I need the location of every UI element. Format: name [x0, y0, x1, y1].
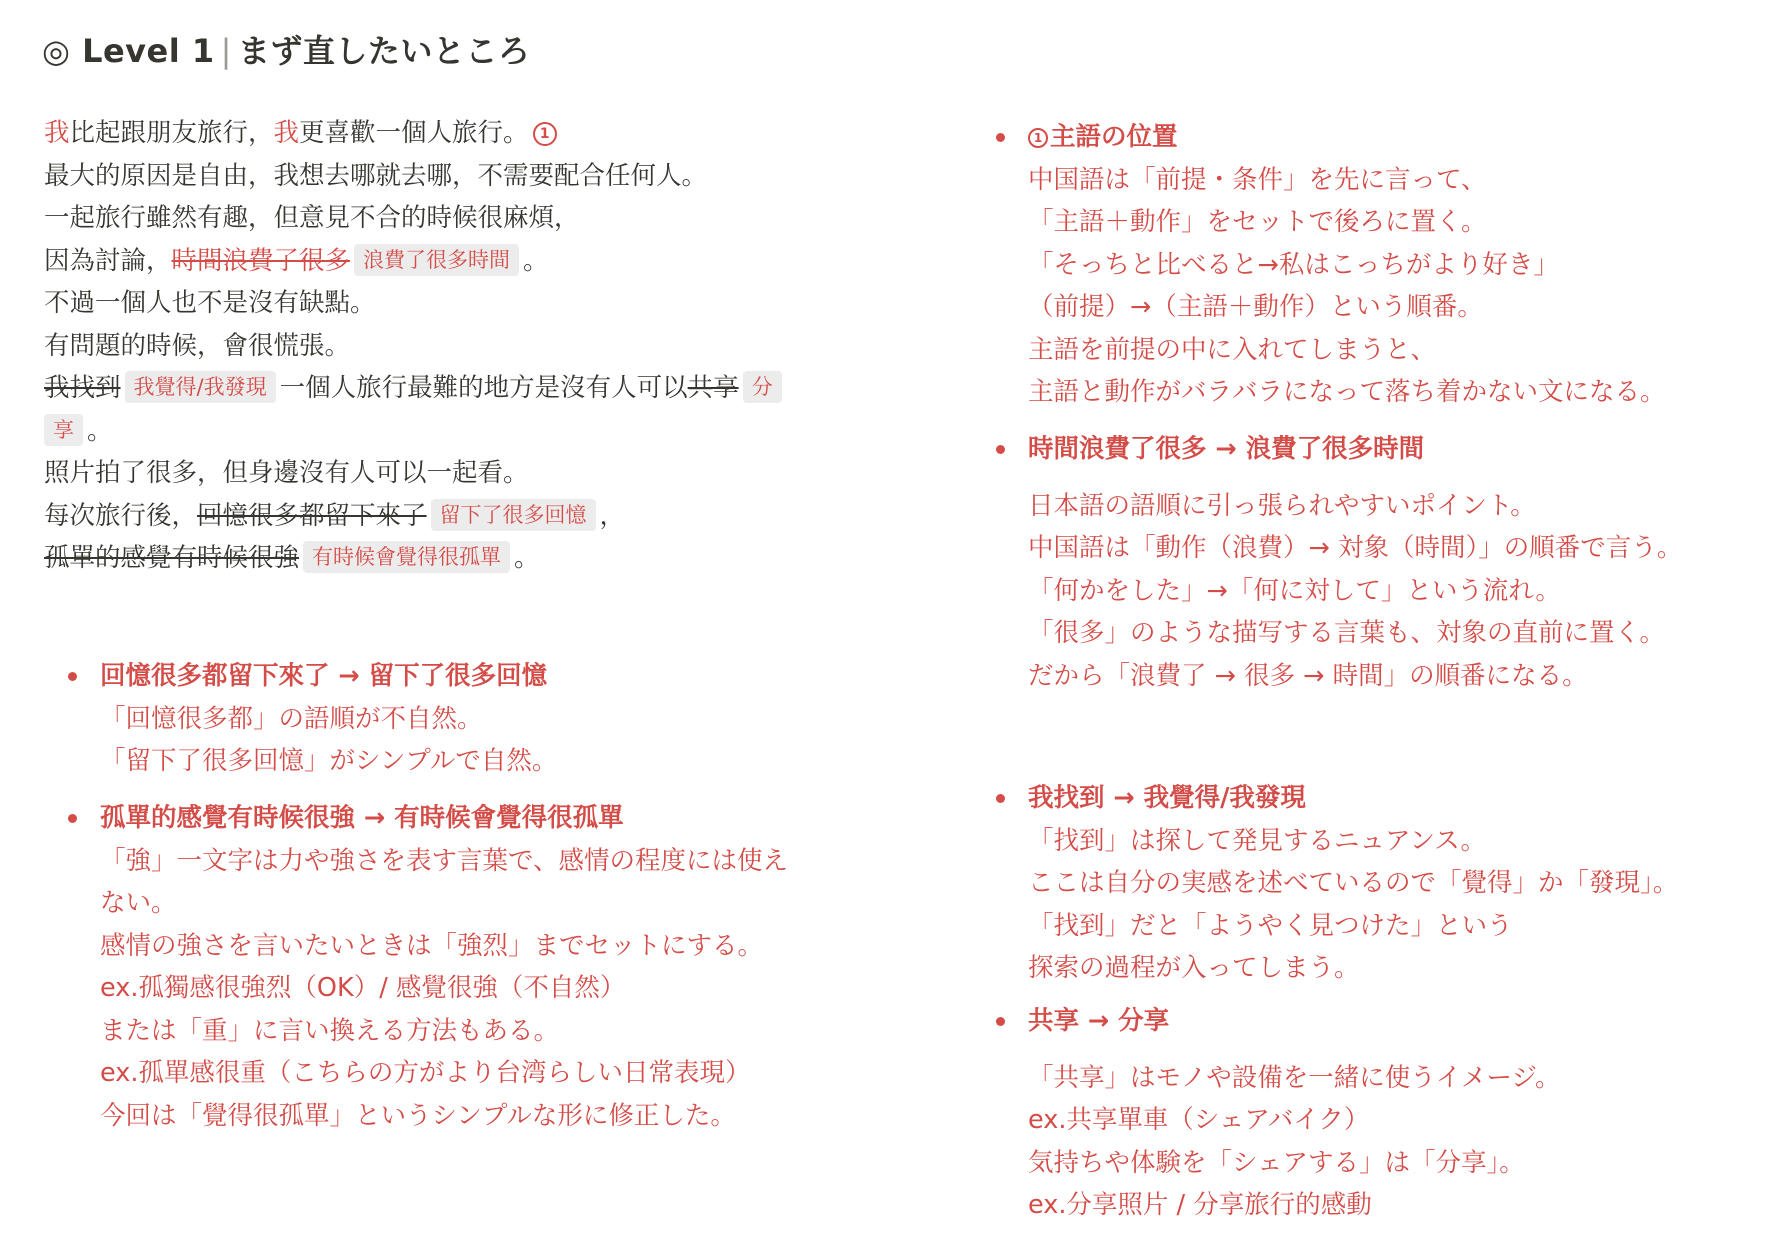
essay-text-segment: 比起跟朋友旅行，: [69, 118, 274, 148]
double-circle-icon: ◎: [42, 32, 71, 70]
note-share: [1028, 1000, 1788, 1227]
essay-line-5: 不過一個人也不是沒有缺點。: [44, 288, 376, 318]
essay-line-10: [44, 537, 874, 580]
note-body: [1028, 159, 1788, 414]
struck-text: 回憶很多都留下來了: [197, 500, 427, 531]
note-line: 主語と動作がバラバラになって落ち着かない文になる。: [1028, 377, 1666, 407]
essay-line-9: [44, 495, 874, 538]
essay-text-segment: 。: [87, 415, 113, 446]
essay-line-3: 一起旅行雖然有趣，但意見不合的時候很麻煩，: [44, 203, 580, 233]
essay-text-segment: 更喜歡一個人旅行。: [299, 118, 529, 148]
note-subject-position: [1028, 116, 1788, 414]
struck-text: 孤單的感覺有時候很強: [44, 543, 300, 573]
struck-text: 我找到: [44, 373, 121, 403]
note-find: [1028, 777, 1788, 990]
heading-level: Level 1: [82, 32, 215, 70]
note-line: 「何かをした」→「何に対して」という流れ。: [1028, 575, 1561, 606]
bullet-icon: [68, 814, 77, 823]
note-line: 主語を前提の中に入れてしまうと、: [1028, 334, 1437, 365]
essay-line-1: [44, 112, 874, 155]
bullet-icon: [996, 445, 1005, 454]
essay-text-segment: ，: [599, 500, 626, 531]
note-line: または「重」に言い換える方法もある。: [100, 1015, 560, 1046]
note-line: 「回憶很多都」の語順が不自然。: [100, 703, 483, 734]
note-line: 今回は「覺得很孤單」というシンプルな形に修正した。: [100, 1100, 736, 1131]
essay-line-2: 最大的原因是自由，我想去哪就去哪，不需要配合任何人。: [44, 160, 708, 191]
essay-text: [44, 112, 874, 580]
note-line: だから「浪費了 → 很多 → 時間」の順番になる。: [1028, 660, 1588, 691]
circled-number-icon: 1: [533, 122, 557, 146]
correction-chip: 浪費了很多時間: [354, 244, 519, 276]
essay-line-4: [44, 240, 874, 283]
note-title: 共享 → 分享: [1028, 1006, 1170, 1036]
essay-text-segment: 。: [523, 245, 549, 276]
note-title: 時間浪費了很多 → 浪費了很多時間: [1028, 434, 1425, 464]
note-title: [1028, 116, 1788, 159]
note-time-waste: [1028, 428, 1788, 697]
note-line: 中国語は「動作（浪費）→ 対象（時間）」の順番で言う。: [1028, 533, 1683, 563]
note-line: 「共享」はモノや設備を一緒に使うイメージ。: [1028, 1062, 1561, 1093]
correction-chip: 我覺得/我發現: [125, 371, 276, 403]
essay-line-7: [44, 367, 874, 410]
essay-line-6: 有問題的時候，會很慌張。: [44, 330, 351, 361]
bullet-icon: [996, 794, 1005, 803]
highlight-subject: 我: [273, 118, 300, 148]
note-body: [1028, 1057, 1788, 1227]
note-line: 探索の過程が入ってしまう。: [1028, 953, 1360, 983]
note-body: [100, 840, 880, 1138]
essay-text-segment: 每次旅行後，: [44, 500, 198, 531]
note-title: 孤單的感覺有時候很強 → 有時候會覺得很孤單: [100, 803, 624, 833]
essay-text-segment: 。: [514, 543, 540, 573]
note-title: 回憶很多都留下來了 → 留下了很多回憶: [100, 661, 548, 691]
note-title: 我找到 → 我覺得/我發現: [1028, 783, 1306, 813]
heading-title: まず直したいところ: [237, 32, 531, 70]
note-line: ここは自分の実感を述べているので「覺得」か「發現」。: [1028, 868, 1679, 898]
note-line: （前提）→（主語＋動作）という順番。: [1028, 292, 1483, 322]
note-line: 「找到」は探して発見するニュアンス。: [1028, 825, 1486, 856]
note-line: ex.共享單車（シェアバイク）: [1028, 1105, 1370, 1135]
note-body: [1028, 820, 1788, 990]
correction-chip: 有時候會覺得很孤單: [303, 541, 510, 573]
note-line: 「主語＋動作」をセットで後ろに置く。: [1028, 207, 1487, 237]
note-line: 「很多」のような描写する言葉も、対象の直前に置く。: [1028, 618, 1665, 648]
bullet-icon: [68, 672, 77, 681]
heading-separator: |: [220, 32, 232, 70]
bullet-icon: [996, 1017, 1005, 1026]
page-heading: [42, 26, 530, 72]
note-title-text: 主語の位置: [1050, 122, 1178, 152]
note-line: 「留下了很多回憶」がシンプルで自然。: [100, 746, 558, 776]
note-line: ex.孤獨感很強烈（OK）/ 感覺很強（不自然）: [100, 973, 626, 1003]
note-line: 感情の強さを言いたいときは「強烈」までセットにする。: [100, 930, 764, 961]
essay-line-8: 照片拍了很多，但身邊沒有人可以一起看。: [44, 458, 529, 488]
essay-text-segment: 因為討論，: [44, 245, 172, 276]
note-line: 「強」一文字は力や強さを表す言葉で、感情の程度には使え: [100, 845, 788, 876]
note-body: [1028, 485, 1788, 698]
struck-text: 時間浪費了很多: [171, 245, 351, 276]
note-line: ex.孤單感很重（こちらの方がより台湾らしい日常表現）: [100, 1058, 751, 1088]
highlight-subject: 我: [44, 118, 70, 148]
note-lonely: [100, 797, 880, 1137]
note-line: ない。: [100, 888, 177, 918]
note-line: 中国語は「前提・条件」を先に言って、: [1028, 164, 1487, 195]
correction-chip: 享: [44, 414, 83, 446]
bullet-icon: [996, 133, 1005, 142]
note-body: [100, 698, 880, 783]
struck-text: 共享: [687, 373, 739, 403]
note-line: ex.分享照片 / 分享旅行的感動: [1028, 1190, 1372, 1220]
note-line: 「找到」だと「ようやく見つけた」という: [1028, 910, 1513, 941]
essay-text-segment: 一個人旅行最難的地方是沒有人可以: [279, 373, 688, 403]
note-line: 「そっちと比べると→私はこっちがより好き」: [1028, 249, 1559, 280]
essay-line-7b: [44, 410, 874, 453]
correction-chip: 分: [743, 371, 782, 403]
circled-number-icon: 1: [1028, 128, 1048, 148]
note-memories: [100, 655, 880, 783]
note-line: 日本語の語順に引っ張られやすいポイント。: [1028, 490, 1536, 521]
note-line: 気持ちや体験を「シェアする」は「分享」。: [1028, 1147, 1525, 1178]
correction-chip: 留下了很多回憶: [431, 499, 596, 531]
